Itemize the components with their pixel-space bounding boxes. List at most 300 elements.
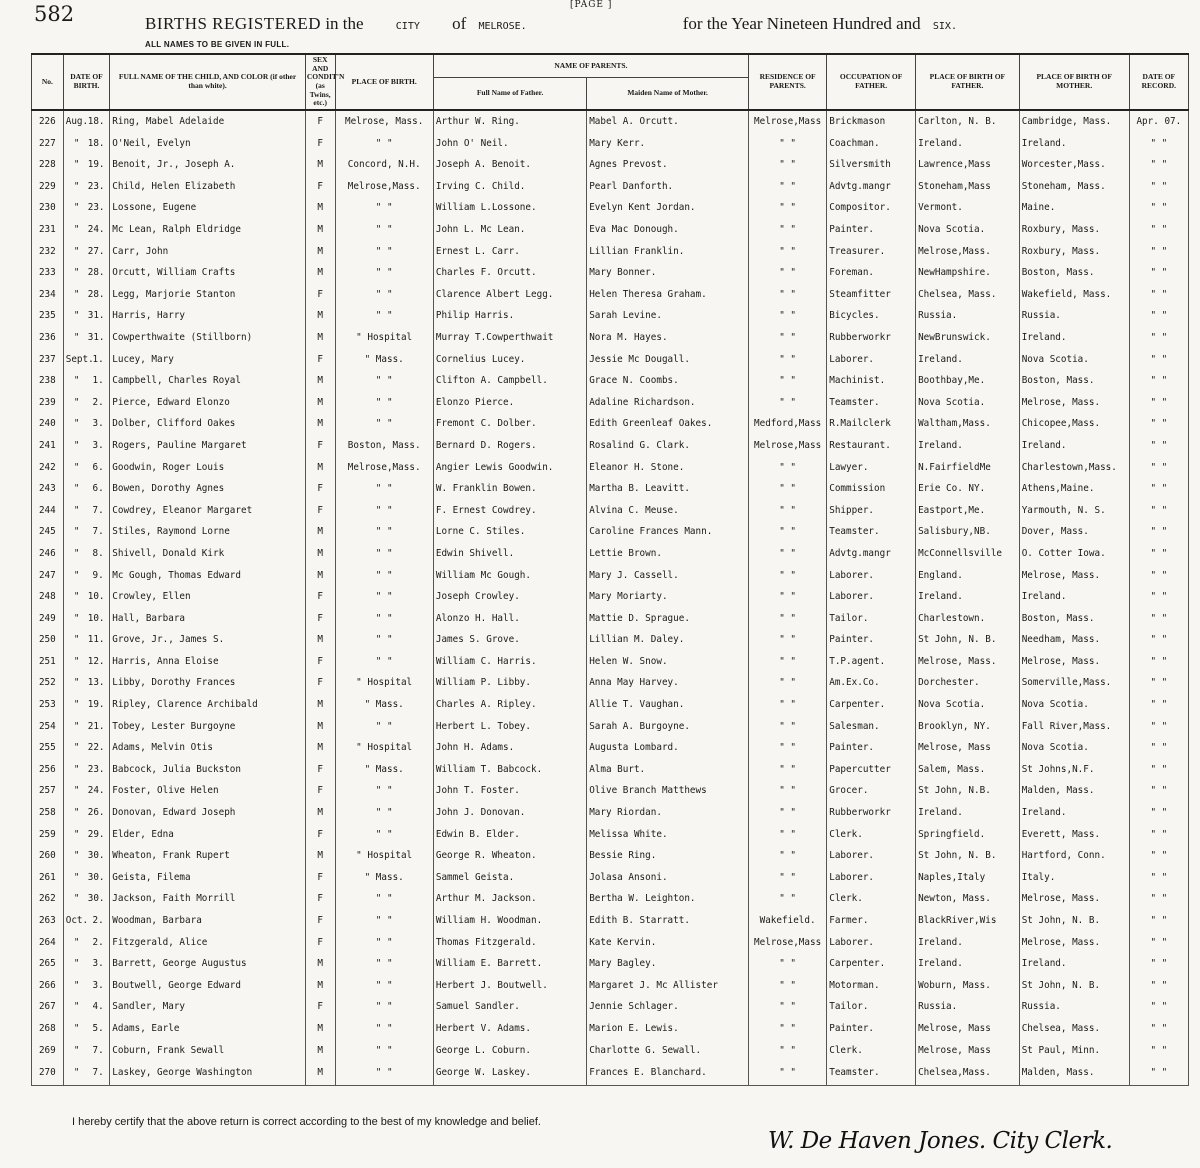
child-name: Lossone, Eugene — [110, 197, 306, 219]
sex: F — [305, 910, 335, 932]
table-row — [32, 176, 1189, 198]
table-row — [32, 197, 1189, 219]
residence: " " — [748, 607, 826, 629]
date-of-record: " " — [1129, 413, 1188, 435]
mother-name: Mary Bonner. — [587, 262, 749, 284]
date-of-birth — [63, 435, 110, 457]
child-name: Hall, Barbara — [110, 607, 306, 629]
place-of-birth: " " — [335, 975, 433, 997]
header-names-of-parents: NAME OF PARENTS. — [433, 54, 748, 77]
date-of-record: " " — [1129, 564, 1188, 586]
birth-month: Sept. — [65, 353, 94, 365]
father-name: William Mc Gough. — [433, 564, 586, 586]
place-of-birth: " " — [335, 564, 433, 586]
mother-birthplace: Roxbury, Mass. — [1019, 219, 1129, 241]
father-name: Elonzo Pierce. — [433, 391, 586, 413]
sex: F — [305, 132, 335, 154]
place-of-birth: " " — [335, 607, 433, 629]
sex: F — [305, 672, 335, 694]
birth-day: 2. — [92, 396, 104, 408]
sex: M — [305, 1039, 335, 1061]
birth-day: 29. — [87, 828, 105, 840]
mother-birthplace: Wakefield, Mass. — [1019, 284, 1129, 306]
date-of-record: " " — [1129, 1039, 1188, 1061]
entry-number: 231 — [32, 219, 64, 241]
mother-name: Eleanor H. Stone. — [587, 456, 749, 478]
place-of-birth: " " — [335, 370, 433, 392]
entry-number: 230 — [32, 197, 64, 219]
date-of-birth — [63, 499, 110, 521]
date-of-birth — [63, 759, 110, 781]
sex: M — [305, 543, 335, 565]
father-birthplace: Ireland. — [916, 953, 1020, 975]
mother-birthplace: Athens,Maine. — [1019, 478, 1129, 500]
mother-name: Helen W. Snow. — [587, 651, 749, 673]
date-of-birth — [63, 564, 110, 586]
date-of-birth — [63, 1018, 110, 1040]
certification-statement: I hereby certify that the above return is correct according to the best of my knowledge and belief. — [72, 1116, 541, 1128]
sex: F — [305, 110, 335, 133]
father-name: Angier Lewis Goodwin. — [433, 456, 586, 478]
residence: " " — [748, 370, 826, 392]
entry-number: 234 — [32, 284, 64, 306]
table-row — [32, 240, 1189, 262]
page-tag: [PAGE ] — [570, 0, 613, 10]
child-name: Child, Helen Elizabeth — [110, 176, 306, 198]
entry-number: 255 — [32, 737, 64, 759]
date-of-birth — [63, 132, 110, 154]
birth-month: " — [73, 245, 80, 257]
father-occupation: Brickmason — [827, 110, 916, 133]
date-of-record: " " — [1129, 327, 1188, 349]
entry-number: 257 — [32, 780, 64, 802]
father-occupation: Laborer. — [827, 931, 916, 953]
birth-month: " — [73, 439, 80, 451]
sex: F — [305, 176, 335, 198]
sex: M — [305, 262, 335, 284]
birth-day: 6. — [92, 461, 104, 473]
table-row — [32, 888, 1189, 910]
birth-day: 24. — [87, 785, 105, 797]
father-birthplace: Newton, Mass. — [916, 888, 1020, 910]
father-name: George W. Laskey. — [433, 1061, 586, 1086]
residence: " " — [748, 240, 826, 262]
birth-day: 13. — [87, 677, 105, 689]
mother-birthplace: Maine. — [1019, 197, 1129, 219]
birth-day: 2. — [92, 915, 104, 927]
father-birthplace: St John, N. B. — [916, 845, 1020, 867]
birth-month: " — [73, 547, 80, 559]
date-of-birth — [63, 391, 110, 413]
birth-day: 30. — [87, 871, 105, 883]
entry-number: 248 — [32, 586, 64, 608]
mother-birthplace: Yarmouth, N. S. — [1019, 499, 1129, 521]
father-occupation: Am.Ex.Co. — [827, 672, 916, 694]
child-name: Foster, Olive Helen — [110, 780, 306, 802]
date-of-birth — [63, 888, 110, 910]
date-of-birth — [63, 672, 110, 694]
child-name: Coburn, Frank Sewall — [110, 1039, 306, 1061]
child-name: Benoit, Jr., Joseph A. — [110, 154, 306, 176]
mother-name: Allie T. Vaughan. — [587, 694, 749, 716]
mother-birthplace: Ireland. — [1019, 327, 1129, 349]
header-no: No. — [32, 54, 64, 110]
date-of-birth — [63, 197, 110, 219]
birth-day: 23. — [87, 202, 105, 214]
table-row — [32, 1061, 1189, 1086]
birth-month: " — [73, 1067, 80, 1079]
mother-name: Jessie Mc Dougall. — [587, 348, 749, 370]
entry-number: 252 — [32, 672, 64, 694]
mother-birthplace: Boston, Mass. — [1019, 370, 1129, 392]
father-birthplace: Ireland. — [916, 132, 1020, 154]
father-birthplace: Melrose, Mass — [916, 1039, 1020, 1061]
residence: " " — [748, 888, 826, 910]
sex: M — [305, 240, 335, 262]
birth-day: 22. — [87, 742, 105, 754]
table-row — [32, 651, 1189, 673]
father-occupation: Teamster. — [827, 521, 916, 543]
residence: " " — [748, 391, 826, 413]
place-of-birth: " " — [335, 219, 433, 241]
date-of-record: " " — [1129, 435, 1188, 457]
mother-birthplace: Melrose, Mass. — [1019, 888, 1129, 910]
residence: " " — [748, 823, 826, 845]
father-birthplace: Springfield. — [916, 823, 1020, 845]
mother-name: Lillian Franklin. — [587, 240, 749, 262]
date-of-birth — [63, 305, 110, 327]
title-year-fill: SIX. — [932, 21, 957, 32]
entry-number: 246 — [32, 543, 64, 565]
entry-number: 237 — [32, 348, 64, 370]
mother-birthplace: Italy. — [1019, 867, 1129, 889]
entry-number: 269 — [32, 1039, 64, 1061]
mother-name: Pearl Danforth. — [587, 176, 749, 198]
child-name: Pierce, Edward Elonzo — [110, 391, 306, 413]
birth-month: " — [73, 936, 80, 948]
birth-month: " — [73, 742, 80, 754]
birth-month: " — [73, 612, 80, 624]
residence: " " — [748, 521, 826, 543]
place-of-birth: " " — [335, 931, 433, 953]
date-of-birth — [63, 543, 110, 565]
father-birthplace: Ireland. — [916, 348, 1020, 370]
residence: " " — [748, 1018, 826, 1040]
birth-day: 7. — [92, 526, 104, 538]
table-row — [32, 694, 1189, 716]
mother-birthplace: Ireland. — [1019, 435, 1129, 457]
residence: Melrose,Mass — [748, 110, 826, 133]
table-row — [32, 1039, 1189, 1061]
birth-day: 21. — [87, 720, 105, 732]
mother-name: Rosalind G. Clark. — [587, 435, 749, 457]
sex: F — [305, 284, 335, 306]
date-of-birth — [63, 996, 110, 1018]
birth-day: 1. — [92, 353, 104, 365]
father-birthplace: Waltham,Mass. — [916, 413, 1020, 435]
place-of-birth: " Mass. — [335, 867, 433, 889]
table-row — [32, 823, 1189, 845]
mother-name: Melissa White. — [587, 823, 749, 845]
birth-day: 9. — [92, 569, 104, 581]
sex: F — [305, 435, 335, 457]
sex: F — [305, 931, 335, 953]
table-row — [32, 305, 1189, 327]
mother-name: Agnes Prevost. — [587, 154, 749, 176]
date-of-record: " " — [1129, 132, 1188, 154]
residence: " " — [748, 953, 826, 975]
table-row — [32, 715, 1189, 737]
father-occupation: Clerk. — [827, 1039, 916, 1061]
birth-day: 10. — [87, 612, 105, 624]
mother-birthplace: Hartford, Conn. — [1019, 845, 1129, 867]
table-row — [32, 996, 1189, 1018]
birth-day: 23. — [87, 763, 105, 775]
father-occupation: T.P.agent. — [827, 651, 916, 673]
table-row — [32, 672, 1189, 694]
birth-month: " — [73, 569, 80, 581]
father-birthplace: Ireland. — [916, 931, 1020, 953]
father-occupation: Farmer. — [827, 910, 916, 932]
father-name: John O' Neil. — [433, 132, 586, 154]
place-of-birth: " " — [335, 651, 433, 673]
father-name: John J. Donovan. — [433, 802, 586, 824]
table-row — [32, 110, 1189, 133]
mother-birthplace: St Paul, Minn. — [1019, 1039, 1129, 1061]
residence: " " — [748, 478, 826, 500]
birth-month: " — [73, 137, 80, 149]
mother-name: Mary Moriarty. — [587, 586, 749, 608]
date-of-record: " " — [1129, 629, 1188, 651]
father-birthplace: Nova Scotia. — [916, 391, 1020, 413]
mother-name: Sarah A. Burgoyne. — [587, 715, 749, 737]
father-occupation: Tailor. — [827, 607, 916, 629]
father-birthplace: N.FairfieldMe — [916, 456, 1020, 478]
place-of-birth: " " — [335, 715, 433, 737]
place-of-birth: " Hospital — [335, 845, 433, 867]
residence: Wakefield. — [748, 910, 826, 932]
entry-number: 227 — [32, 132, 64, 154]
place-of-birth: " Hospital — [335, 327, 433, 349]
child-name: Bowen, Dorothy Agnes — [110, 478, 306, 500]
father-occupation: Grocer. — [827, 780, 916, 802]
father-birthplace: Eastport,Me. — [916, 499, 1020, 521]
child-name: Adams, Melvin Otis — [110, 737, 306, 759]
birth-month: Oct. — [65, 915, 89, 927]
place-of-birth: " " — [335, 391, 433, 413]
date-of-birth — [63, 521, 110, 543]
residence: " " — [748, 305, 826, 327]
child-name: Sandler, Mary — [110, 996, 306, 1018]
birth-day: 7. — [92, 504, 104, 516]
mother-birthplace: St John, N. B. — [1019, 910, 1129, 932]
residence: " " — [748, 1039, 826, 1061]
father-occupation: Painter. — [827, 737, 916, 759]
father-birthplace: Melrose, Mass — [916, 1018, 1020, 1040]
father-name: Joseph A. Benoit. — [433, 154, 586, 176]
birth-month: " — [73, 1022, 80, 1034]
residence: " " — [748, 629, 826, 651]
entry-number: 244 — [32, 499, 64, 521]
child-name: Campbell, Charles Royal — [110, 370, 306, 392]
date-of-record: " " — [1129, 996, 1188, 1018]
page-number: 582 — [34, 2, 75, 26]
father-occupation: Silversmith — [827, 154, 916, 176]
register-title — [145, 14, 1185, 34]
birth-day: 31. — [87, 310, 105, 322]
sex: M — [305, 1018, 335, 1040]
father-birthplace: St John, N.B. — [916, 780, 1020, 802]
entry-number: 241 — [32, 435, 64, 457]
date-of-birth — [63, 586, 110, 608]
birth-month: " — [73, 1001, 80, 1013]
residence: " " — [748, 586, 826, 608]
child-name: Cowdrey, Eleanor Margaret — [110, 499, 306, 521]
child-name: Carr, John — [110, 240, 306, 262]
birth-month: " — [73, 288, 80, 300]
sex: M — [305, 154, 335, 176]
place-of-birth: " Hospital — [335, 737, 433, 759]
birth-day: 3. — [92, 418, 104, 430]
father-name: Herbert J. Boutwell. — [433, 975, 586, 997]
father-birthplace: Nova Scotia. — [916, 694, 1020, 716]
sex: M — [305, 802, 335, 824]
entry-number: 256 — [32, 759, 64, 781]
child-name: Laskey, George Washington — [110, 1061, 306, 1086]
date-of-record: Apr. 07. — [1129, 110, 1188, 133]
title-year-text: for the Year Nineteen Hundred and — [682, 14, 921, 33]
father-name: Sammel Geista. — [433, 867, 586, 889]
residence: " " — [748, 543, 826, 565]
table-row — [32, 759, 1189, 781]
place-of-birth: " " — [335, 629, 433, 651]
residence: " " — [748, 348, 826, 370]
residence: " " — [748, 802, 826, 824]
residence: " " — [748, 284, 826, 306]
sex: M — [305, 413, 335, 435]
child-name: Grove, Jr., James S. — [110, 629, 306, 651]
date-of-record: " " — [1129, 456, 1188, 478]
father-name: Edwin Shivell. — [433, 543, 586, 565]
table-row — [32, 391, 1189, 413]
mother-name: Evelyn Kent Jordan. — [587, 197, 749, 219]
date-of-record: " " — [1129, 802, 1188, 824]
date-of-record: " " — [1129, 284, 1188, 306]
father-occupation: Papercutter — [827, 759, 916, 781]
entry-number: 260 — [32, 845, 64, 867]
birth-month: " — [73, 699, 80, 711]
birth-day: 19. — [87, 159, 105, 171]
birth-day: 27. — [87, 245, 105, 257]
sex: F — [305, 607, 335, 629]
date-of-birth — [63, 1061, 110, 1086]
mother-name: Eva Mac Donough. — [587, 219, 749, 241]
child-name: Boutwell, George Edward — [110, 975, 306, 997]
entry-number: 245 — [32, 521, 64, 543]
date-of-birth — [63, 975, 110, 997]
title-in-the: in the — [325, 14, 364, 33]
place-of-birth: " Mass. — [335, 348, 433, 370]
entry-number: 259 — [32, 823, 64, 845]
residence: " " — [748, 975, 826, 997]
mother-name: Anna May Harvey. — [587, 672, 749, 694]
residence: " " — [748, 1061, 826, 1086]
mother-birthplace: Melrose, Mass. — [1019, 391, 1129, 413]
father-name: William C. Harris. — [433, 651, 586, 673]
sex: M — [305, 629, 335, 651]
date-of-birth — [63, 327, 110, 349]
table-row — [32, 975, 1189, 997]
date-of-birth — [63, 845, 110, 867]
father-name: Bernard D. Rogers. — [433, 435, 586, 457]
father-name: Arthur W. Ring. — [433, 110, 586, 133]
header-residence: RESIDENCE OF PARENTS. — [748, 54, 826, 110]
father-birthplace: Brooklyn, NY. — [916, 715, 1020, 737]
father-birthplace: Melrose, Mass — [916, 737, 1020, 759]
table-row — [32, 802, 1189, 824]
date-of-record: " " — [1129, 737, 1188, 759]
place-of-birth: " " — [335, 888, 433, 910]
birth-month: " — [73, 418, 80, 430]
date-of-birth — [63, 931, 110, 953]
date-of-birth — [63, 910, 110, 932]
residence: " " — [748, 845, 826, 867]
birth-month: " — [73, 677, 80, 689]
father-name: William H. Woodman. — [433, 910, 586, 932]
sex: F — [305, 348, 335, 370]
father-birthplace: Ireland. — [916, 802, 1020, 824]
father-occupation: Laborer. — [827, 845, 916, 867]
birth-month: " — [73, 763, 80, 775]
mother-birthplace: Nova Scotia. — [1019, 348, 1129, 370]
birth-month: " — [73, 224, 80, 236]
child-name: Barrett, George Augustus — [110, 953, 306, 975]
birth-day: 18. — [87, 137, 105, 149]
child-name: Orcutt, William Crafts — [110, 262, 306, 284]
father-occupation: Lawyer. — [827, 456, 916, 478]
birth-month: " — [73, 979, 80, 991]
father-name: Murray T.Cowperthwait — [433, 327, 586, 349]
father-occupation: Teamster. — [827, 391, 916, 413]
birth-day: 3. — [92, 979, 104, 991]
father-birthplace: Chelsea, Mass. — [916, 284, 1020, 306]
table-row — [32, 867, 1189, 889]
father-birthplace: Melrose, Mass. — [916, 651, 1020, 673]
place-of-birth: " " — [335, 802, 433, 824]
child-name: Elder, Edna — [110, 823, 306, 845]
father-occupation: Laborer. — [827, 564, 916, 586]
father-birthplace: Boothbay,Me. — [916, 370, 1020, 392]
father-name: Herbert L. Tobey. — [433, 715, 586, 737]
mother-birthplace: Stoneham, Mass. — [1019, 176, 1129, 198]
child-name: Mc Gough, Thomas Edward — [110, 564, 306, 586]
mother-name: Nora M. Hayes. — [587, 327, 749, 349]
child-name: Stiles, Raymond Lorne — [110, 521, 306, 543]
place-of-birth: " " — [335, 499, 433, 521]
residence: " " — [748, 154, 826, 176]
place-of-birth: " " — [335, 197, 433, 219]
child-name: Goodwin, Roger Louis — [110, 456, 306, 478]
entry-number: 226 — [32, 110, 64, 133]
father-name: Lorne C. Stiles. — [433, 521, 586, 543]
entry-number: 251 — [32, 651, 64, 673]
father-occupation: Machinist. — [827, 370, 916, 392]
mother-name: Mary J. Cassell. — [587, 564, 749, 586]
date-of-birth — [63, 780, 110, 802]
mother-name: Bessie Ring. — [587, 845, 749, 867]
table-row — [32, 327, 1189, 349]
father-birthplace: BlackRiver,Wis — [916, 910, 1020, 932]
